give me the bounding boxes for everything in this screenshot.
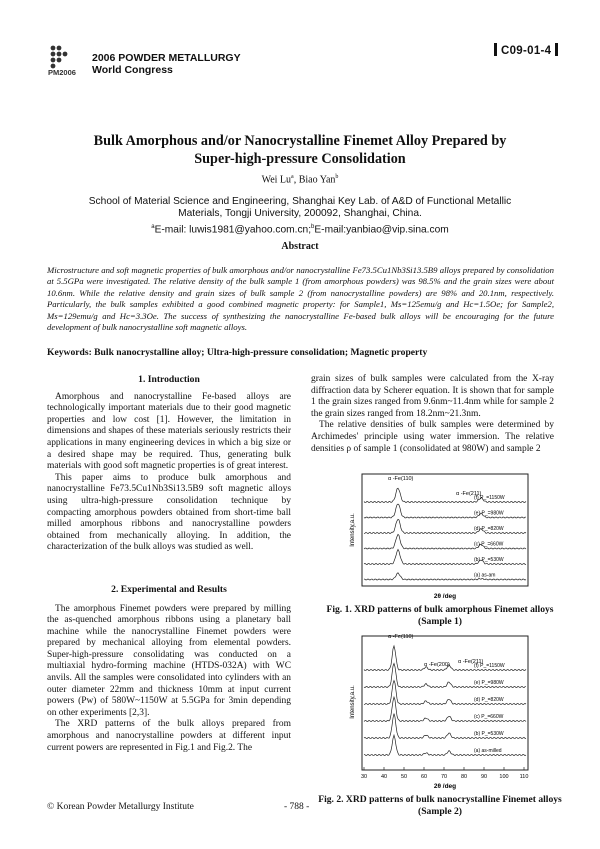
paragraph: Amorphous and nanocrystalline Fe-based alloys are technologically important materials due to their good magnetic properties and low cost [1]. However, the limitation in dimensions and shapes of these materials seriously restricts their applications in many engineering devices in which a big size or a desired shape may be required. Thus, generating bulk materials with good soft magnetic properties is of great interest. [47,391,291,472]
paper-code [490,43,562,57]
abstract-text: Microstructure and soft magnetic properties of bulk amorphous and/or nanocrystalline Fe73.5Cu1Nb3Si13.5B9 alloys prepared by consolidation at 5.5GPa were investigated. The relative density of the bulk sample 1 (from amorphous powders) was 98.5% and the grain sizes were about 10.6nm. While the relative density and grain sizes of bulk sample 2 (from nanocrystalline powders) are 98% and 20.1nm, respectively. Particularly, the bulk samples exhibited a good combined magnetic property: for Sample1, Ms=125emu/g and Hc=1.5Oe; for Sample2, Ms=129emu/g and Hc=3.3Oe. The success of synthesizing the nanocrystalline Fe-based bulk alloys will be encouraging for the future development of bulk nanocrystalline soft magnetic alloys. [47,265,554,333]
x-tick-label: 90 [480,774,488,780]
affiliation-line-1: School of Material Science and Engineering, Shanghai Key Lab. of A&D of Functional Metallic [88,196,512,207]
paragraph: The relative densities of bulk samples were determined by Archimedes' principle using water immersion. The relative densities ρ of sample 1 (consolidated at 980W) and sample 2 [311,420,554,454]
paper-code-text: C09-01-4 [501,45,552,57]
x-tick-label: 60 [420,774,428,780]
figure-2-caption [309,794,571,818]
fig2-caption-line-2: (Sample 2) [418,806,462,817]
curve-label: (e) P_=980W [474,510,504,517]
curve-label: (c) P_=660W [474,541,504,548]
title-line-2: Super-high-pressure Consolidation [194,151,406,167]
fig2-peak-label-200: α -Fe(200) [424,662,450,668]
emails [40,221,560,237]
x-tick-label: 50 [400,774,408,780]
curve-label: (d) P_=820W [474,526,504,532]
section-heading-experimental: 2. Experimental and Results [111,583,227,595]
x-tick-label: 30 [360,774,368,780]
conference-line-2: World Congress [92,64,173,76]
curve-label: (f) P_=1150W [474,663,505,669]
email-b[interactable]: E-mail:yanbiao@vip.sina.com [314,224,449,236]
x-tick-label: 110 [519,774,529,780]
curve-label: (c) P_=660W [474,714,504,720]
paper-title [40,132,560,168]
logo-text: PM2006 [48,68,76,76]
conference-name [92,52,241,76]
x-tick-label: 80 [460,774,468,780]
paragraph: The amorphous Finemet powders were prepared by milling the as-quenched amorphous ribbons using a planetary ball machine while the nanocrystalline Finemet powders were prepared by mechanical alloying from elemental powders. Super-high-pressure consolidating was conducted on a multiaxial hydro-forming machine (HTDS-032A) with WC anvils. All the samples were consolidated into cylinders with an outer diameter 22mm and thickness 10mm at input current powers (Pw) of 580W~1150W at 5.5GPa for 3min depending on other experiments [2,3]. [47,603,291,718]
title-line-1: Bulk Amorphous and/or Nanocrystalline Finemet Alloy Prepared by [93,133,507,149]
fig1-caption-line-2: (Sample 1) [418,616,462,627]
email-a-sup: a [151,223,155,230]
paragraph: grain sizes of bulk samples were calculated from the X-ray diffraction data by Scherer equation. It is shown that for sample 1 the grain sizes ranged from 9.6nm~11.4nm while for sample 2 the grain sizes ranged from 18.2nm~21.3nm. [311,374,554,419]
fig2-peak-label-211: α -Fe(211) [458,659,484,665]
abstract-heading: Abstract [281,241,319,252]
figure-1-caption [309,604,571,628]
author-1-sup: a [291,174,294,180]
fig1-curves [364,488,526,580]
curve-label: (b) P_=530W [474,731,504,737]
authors [40,174,560,185]
fig2-peak-label-110: α -Fe(110) [388,634,414,640]
footer-copyright: © Korean Powder Metallurgy Institute [47,802,194,812]
affiliation-line-2: Materials, Tongji University, 200092, Shanghai, China. [178,208,422,220]
fig1-caption-line-1: Fig. 1. XRD patterns of bulk amorphous Finemet alloys [326,604,554,615]
curve-label: (b) P_=530W [474,557,504,563]
author-2: , Biao Yan [293,174,336,186]
author-1: Wei Lu [261,174,292,186]
x-tick-label: 100 [499,774,509,780]
author-2-sup: b [335,174,339,180]
conference-line-1: 2006 POWDER METALLURGY [92,52,241,64]
fig1-xlabel: 2θ /deg [433,593,457,600]
fig2-xlabel: 2θ /deg [433,783,457,790]
curve-label: (a) as-am [474,572,496,579]
curve-label: (a) as-milled [474,748,502,754]
keywords: Keywords: Bulk nanocrystalline alloy; Ultra-high-pressure consolidation; Magnetic property [47,347,428,358]
curve-label: (e) P_=980W [474,680,504,686]
figure-1-xrd-plot [346,468,532,600]
page-number: - 788 - [284,802,310,812]
paragraph: This paper aims to produce bulk amorphous and nanocrystalline Fe73.5Cu1Nb3Si13.5B9 soft magnetic alloys using ultra-high-pressure consolidation technique by compacting amorphous powders obtained from short-time ball milled amorphous ribbons and nanocrystalline powders obtained from mechanically alloying. In addition, the characterization of the bulk alloys was studied as well. [47,472,291,553]
fig1-peak-label-110: α -Fe(110) [388,476,414,482]
affiliation [40,196,560,237]
column-left [47,374,291,754]
fig1-peak-label-211: α -Fe(211) [456,491,482,497]
fig1-ylabel: Intensity,a.u. [350,513,356,547]
email-a[interactable]: E-mail: luwis1981@yahoo.com.cn; [154,224,312,236]
fig2-ylabel: Intensity,a.u. [350,685,356,719]
curve-label: (d) P_=820W [474,697,504,703]
x-tick-label: 40 [380,774,388,780]
curve-label: (f) P_=1150W [474,495,505,501]
paragraph: The XRD patterns of the bulk alloys prepared from amorphous and nanocrystalline powders at different input current powers are represented in Fig.1 and Fig.2. The [47,719,291,753]
pm2006-logo [48,44,84,76]
column-right [311,374,554,455]
fig2-caption-line-1: Fig. 2. XRD patterns of bulk nanocrystalline Finemet alloys [318,794,562,805]
x-tick-label: 70 [440,774,448,780]
figure-2-xrd-plot [346,630,532,792]
xrd-curve [364,573,526,580]
email-b-sup: b [311,223,315,230]
section-heading-introduction: 1. Introduction [138,374,200,385]
